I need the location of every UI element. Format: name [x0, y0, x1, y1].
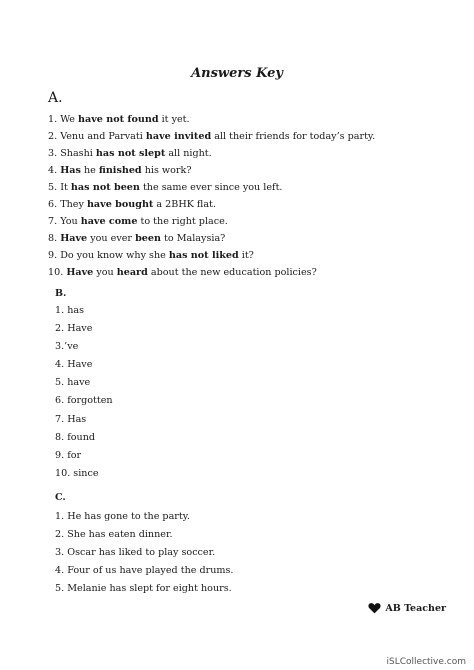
section-b-item: 5. have — [55, 377, 91, 389]
section-a-list — [48, 111, 375, 281]
section-b-item: 10. since — [55, 467, 99, 479]
section-b-item: 1. has — [55, 305, 85, 316]
section-c-item: 4. Four of us have played the drums. — [55, 565, 234, 577]
section-a-item — [48, 230, 375, 247]
section-c-item: 3. Oscar has liked to play soccer. — [55, 547, 216, 559]
answer-text: have not found — [78, 114, 159, 125]
sentence-text: 10. — [48, 267, 67, 278]
section-c-heading: C. — [55, 492, 66, 503]
section-c-item: 5. Melanie has slept for eight hours. — [55, 583, 232, 595]
section-b-item: 7. Has — [55, 413, 87, 425]
sentence-text: it? — [238, 250, 254, 261]
sentence-text: his work? — [141, 165, 192, 176]
section-a-item — [48, 128, 375, 145]
answer-text: has not slept — [95, 148, 166, 159]
sentence-text: about the new education policies? — [147, 267, 317, 278]
answer-text: have come — [80, 216, 138, 227]
section-a-item — [48, 145, 375, 162]
heart-icon — [368, 602, 381, 614]
sentence-text: all night. — [165, 148, 212, 159]
sentence-text: 4. — [48, 165, 61, 176]
sentence-text: you — [93, 267, 117, 278]
answer-text: Have — [60, 233, 88, 244]
author-signature — [368, 602, 446, 614]
sentence-text: to Malaysia? — [160, 233, 226, 244]
section-a-item — [48, 196, 375, 213]
section-b-item: 9. for — [55, 449, 82, 461]
section-a-item — [48, 111, 375, 128]
section-b-item: 2. Have — [55, 323, 93, 335]
sentence-text: 1. We — [48, 114, 79, 125]
sentence-text: 9. Do you know why she — [48, 250, 169, 261]
sentence-text: 7. You — [48, 216, 81, 227]
section-a-item — [48, 162, 375, 179]
sentence-text: to the right place. — [137, 216, 228, 227]
sentence-text: all their friends for today’s party. — [211, 131, 376, 142]
section-a-item — [48, 179, 375, 196]
sentence-text: 8. — [48, 233, 61, 244]
answer-text: has not been — [70, 182, 140, 193]
answer-text: been — [135, 233, 161, 244]
answer-text: Have — [66, 267, 94, 278]
sentence-text: 2. Venu and Parvati — [48, 131, 146, 142]
section-b-item: 4. Have — [55, 359, 93, 371]
answer-text: has not liked — [168, 250, 239, 261]
section-c-item: 1. He has gone to the party. — [55, 511, 190, 522]
section-b-heading: B. — [55, 288, 67, 299]
answer-text: have bought — [86, 199, 154, 210]
sentence-text: 6. They — [48, 199, 87, 210]
sentence-text: it yet. — [158, 114, 190, 125]
section-a-item — [48, 247, 375, 264]
section-b-item: 8. found — [55, 431, 96, 443]
page-title: Answers Key — [191, 66, 283, 81]
answer-text: have invited — [145, 131, 212, 142]
sentence-text: 5. It — [48, 182, 71, 193]
section-b-item: 3.’ve — [55, 341, 79, 353]
section-a-item — [48, 213, 375, 230]
section-c-item: 2. She has eaten dinner. — [55, 529, 173, 541]
section-b-list — [55, 302, 113, 483]
sentence-text: he — [80, 165, 99, 176]
sentence-text: the same ever since you left. — [139, 182, 283, 193]
section-b-item: 6. forgotten — [55, 395, 113, 407]
section-a-item — [48, 264, 375, 281]
section-c-list — [55, 508, 233, 598]
site-footer: iSLCollective.com — [386, 657, 466, 667]
sentence-text: 3. Shashi — [48, 148, 96, 159]
sentence-text: a 2BHK flat. — [153, 199, 216, 210]
answer-text: finished — [98, 165, 142, 176]
sentence-text: you ever — [87, 233, 136, 244]
answer-text: heard — [116, 267, 148, 278]
answer-text: Has — [60, 165, 81, 176]
author-name: AB Teacher — [385, 602, 446, 614]
section-a-heading: A. — [48, 90, 63, 106]
